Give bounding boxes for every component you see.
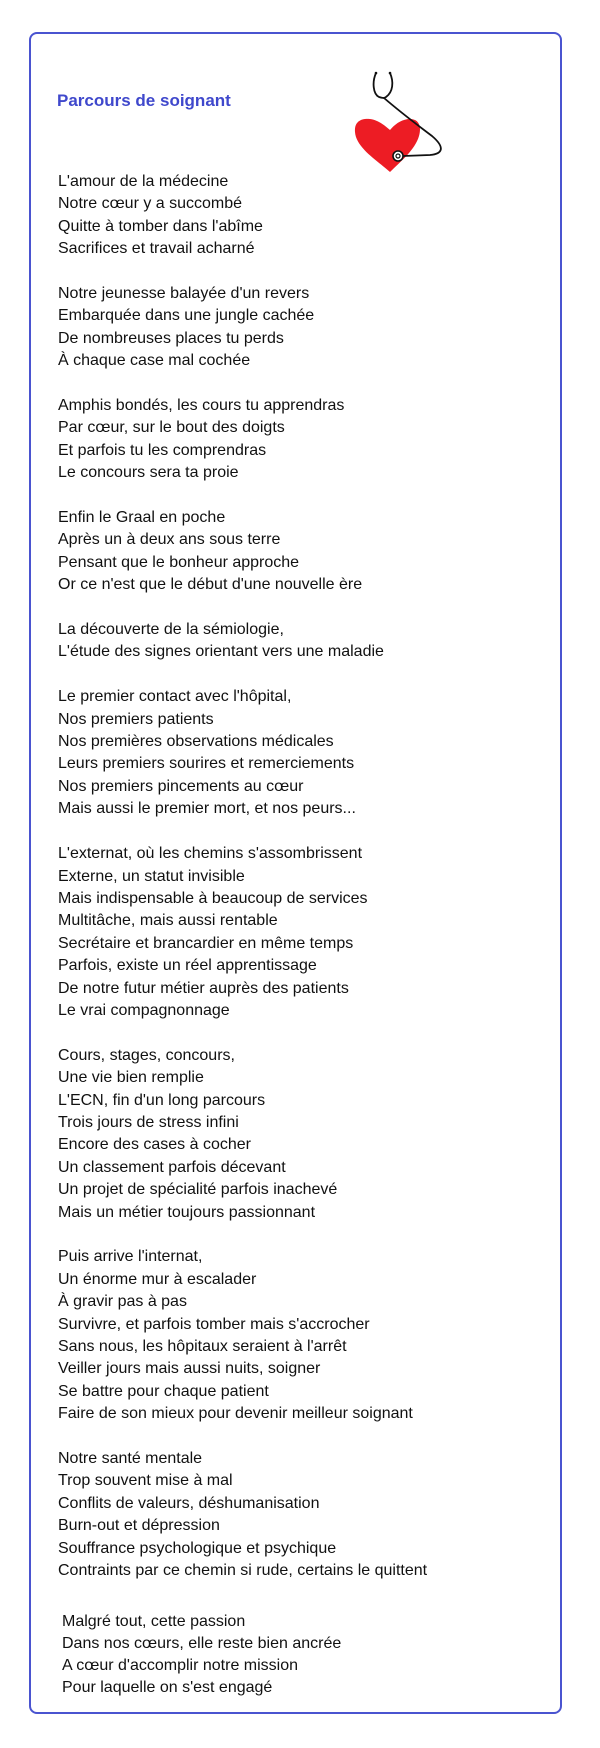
poem-line: Amphis bondés, les cours tu apprendras: [58, 397, 345, 415]
poem-line: Veiller jours mais aussi nuits, soigner: [58, 1360, 321, 1378]
stanza: [58, 619, 538, 664]
poem-line: Enfin le Graal en poche: [58, 509, 226, 527]
poem-line: Faire de son mieux pour devenir meilleur soignant: [58, 1405, 413, 1423]
poem-line: Nos premiers patients: [58, 710, 214, 728]
poem-line: Burn-out et dépression: [58, 1517, 220, 1535]
stethoscope-earpiece-left: [374, 73, 384, 98]
final-stanza: [62, 1611, 542, 1699]
stanza: [58, 686, 538, 820]
stanza: [58, 283, 538, 373]
poem-line: Dans nos cœurs, elle reste bien ancrée: [62, 1635, 342, 1652]
poem-line: À gravir pas à pas: [58, 1293, 187, 1311]
stanza: [58, 507, 538, 597]
poem-line: Notre cœur y a succombé: [58, 195, 243, 213]
heart-shape: [355, 119, 420, 172]
poem-line: Or ce n'est que le début d'une nouvelle ère: [58, 576, 363, 594]
stanza: [58, 1045, 538, 1224]
poem-line: De nombreuses places tu perds: [58, 329, 284, 347]
poem-line: Multitâche, mais aussi rentable: [58, 912, 278, 930]
poem-line: Nos premiers pincements au cœur: [58, 777, 304, 795]
poem-line: L'externat, où les chemins s'assombrissent: [58, 845, 363, 863]
poem-line: L'amour de la médecine: [58, 173, 229, 190]
poem-line: A cœur d'accomplir notre mission: [62, 1657, 299, 1674]
poem-line: Mais un métier toujours passionnant: [58, 1203, 316, 1221]
poem-line: Contraints par ce chemin si rude, certains le quittent: [58, 1562, 428, 1580]
poem-line: Après un à deux ans sous terre: [58, 531, 281, 549]
poem-line: Encore des cases à cocher: [58, 1136, 251, 1154]
poem-line: Une vie bien remplie: [58, 1069, 204, 1087]
heart-stethoscope-icon: [340, 60, 460, 180]
poem-line: Mais aussi le premier mort, et nos peurs...: [58, 800, 356, 818]
poem-body: [58, 171, 538, 1605]
stanza: [58, 1448, 538, 1582]
poem-title: Parcours de soignant: [57, 91, 231, 110]
stethoscope-chestpiece: [393, 151, 403, 161]
poem-line: Mais indispensable à beaucoup de services: [58, 889, 368, 907]
poem-line: Pensant que le bonheur approche: [58, 553, 300, 571]
stanza: [58, 843, 538, 1022]
stanza: [58, 395, 538, 485]
poem-line: Survivre, et parfois tomber mais s'accrocher: [58, 1315, 370, 1333]
poem-line: De notre futur métier auprès des patients: [58, 979, 349, 997]
poem-line: Sans nous, les hôpitaux seraient à l'arrêt: [58, 1338, 347, 1355]
poem-line: Sacrifices et travail acharné: [58, 240, 255, 258]
poem-line: Et parfois tu les comprendras: [58, 441, 267, 459]
poem-line: Trois jours de stress infini: [58, 1113, 239, 1131]
stethoscope-earpiece-right: [384, 73, 392, 98]
poem-line: Un énorme mur à escalader: [58, 1270, 257, 1288]
poem-line: Le concours sera ta proie: [58, 464, 239, 482]
poem-line: Trop souvent mise à mal: [58, 1472, 233, 1490]
poem-line: Le premier contact avec l'hôpital,: [58, 688, 292, 706]
stanza: [58, 171, 538, 261]
stanza: [58, 1246, 538, 1425]
poem-line: Notre santé mentale: [58, 1450, 203, 1468]
poem-line: Parfois, existe un réel apprentissage: [58, 957, 317, 975]
poem-line: Embarquée dans une jungle cachée: [58, 307, 315, 325]
poem-line: Notre jeunesse balayée d'un revers: [58, 285, 310, 303]
poem-line: Un classement parfois décevant: [58, 1158, 286, 1176]
poem-line: L'étude des signes orientant vers une maladie: [58, 643, 384, 661]
poem-line: La découverte de la sémiologie,: [58, 621, 284, 639]
poem-line: À chaque case mal cochée: [58, 352, 251, 370]
poem-line: Nos premières observations médicales: [58, 733, 334, 751]
poem-line: Malgré tout, cette passion: [62, 1613, 246, 1630]
poem-line: Se battre pour chaque patient: [58, 1382, 269, 1400]
poem-line: Souffrance psychologique et psychique: [58, 1539, 337, 1557]
poem-line: Secrétaire et brancardier en même temps: [58, 934, 354, 952]
poem-line: Le vrai compagnonnage: [58, 1001, 230, 1019]
poem-line: Externe, un statut invisible: [58, 867, 245, 885]
poem-line: Pour laquelle on s'est engagé: [62, 1679, 273, 1696]
poem-line: Par cœur, sur le bout des doigts: [58, 419, 285, 437]
poem-line: Cours, stages, concours,: [58, 1046, 235, 1064]
poem-line: Conflits de valeurs, déshumanisation: [58, 1494, 320, 1512]
poem-line: Un projet de spécialité parfois inachevé: [58, 1181, 338, 1199]
poem-line: Quitte à tomber dans l'abîme: [58, 217, 263, 235]
poem-line: Leurs premiers sourires et remerciements: [58, 755, 355, 773]
poem-line: L'ECN, fin d'un long parcours: [58, 1091, 266, 1109]
poem-line: Puis arrive l'internat,: [58, 1248, 203, 1266]
